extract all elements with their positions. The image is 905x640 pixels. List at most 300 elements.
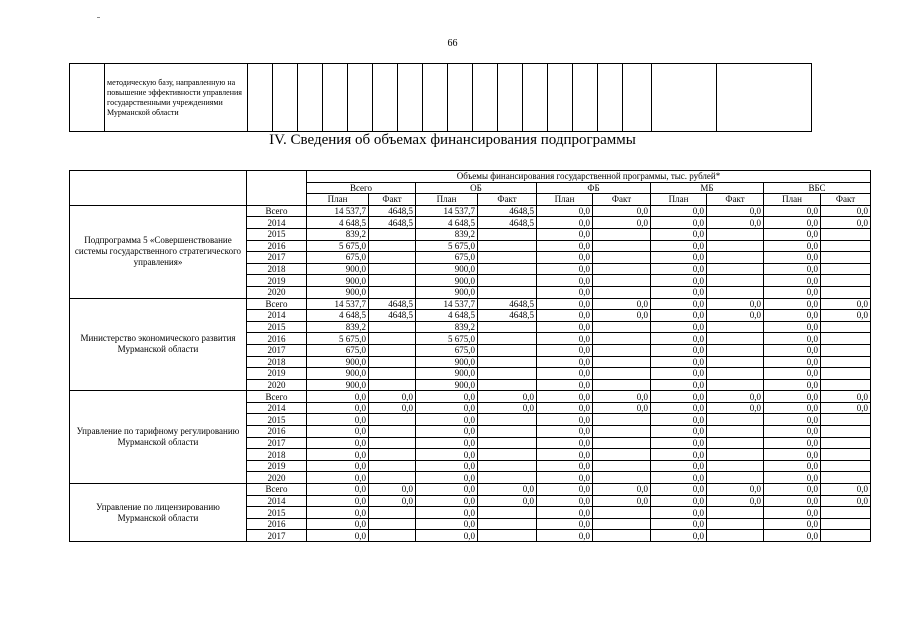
value-cell xyxy=(369,414,416,426)
value-cell xyxy=(593,263,651,275)
value-cell: 4 648,5 xyxy=(307,217,369,229)
value-cell: 0,0 xyxy=(651,252,707,264)
value-cell: 0,0 xyxy=(764,495,821,507)
blank-cell xyxy=(398,64,423,132)
value-cell xyxy=(478,437,537,449)
value-cell xyxy=(707,449,764,461)
value-cell: 0,0 xyxy=(593,205,651,217)
blank-cell xyxy=(373,64,398,132)
value-cell: 0,0 xyxy=(651,263,707,275)
value-cell: 0,0 xyxy=(537,379,593,391)
value-cell: 900,0 xyxy=(416,263,478,275)
year-cell: 2014 xyxy=(247,310,307,322)
value-cell: 0,0 xyxy=(416,484,478,496)
value-cell: 0,0 xyxy=(307,460,369,472)
value-cell: 0,0 xyxy=(821,205,871,217)
value-cell: 0,0 xyxy=(537,310,593,322)
year-cell: 2017 xyxy=(247,252,307,264)
value-cell: 0,0 xyxy=(478,391,537,403)
header-plan: План xyxy=(651,194,707,206)
value-cell: 0,0 xyxy=(651,426,707,438)
blank-cell xyxy=(248,64,273,132)
value-cell: 0,0 xyxy=(764,391,821,403)
value-cell: 0,0 xyxy=(537,356,593,368)
value-cell: 0,0 xyxy=(537,518,593,530)
value-cell: 0,0 xyxy=(416,460,478,472)
header-fact: Факт xyxy=(707,194,764,206)
value-cell: 0,0 xyxy=(651,275,707,287)
value-cell xyxy=(369,344,416,356)
value-cell: 839,2 xyxy=(416,321,478,333)
value-cell: 0,0 xyxy=(307,414,369,426)
value-cell: 0,0 xyxy=(651,344,707,356)
value-cell: 0,0 xyxy=(764,252,821,264)
value-cell xyxy=(707,518,764,530)
value-cell: 0,0 xyxy=(537,286,593,298)
value-cell: 0,0 xyxy=(651,310,707,322)
value-cell: 0,0 xyxy=(307,495,369,507)
value-cell: 0,0 xyxy=(707,391,764,403)
value-cell xyxy=(478,333,537,345)
value-cell xyxy=(707,460,764,472)
value-cell: 0,0 xyxy=(307,530,369,542)
value-cell: 900,0 xyxy=(416,368,478,380)
header-financing-title: Объемы финансирования государственной программы, тыс. рублей* xyxy=(307,171,871,183)
value-cell: 900,0 xyxy=(416,275,478,287)
value-cell: 0,0 xyxy=(707,298,764,310)
value-cell: 0,0 xyxy=(651,449,707,461)
value-cell xyxy=(369,368,416,380)
value-cell: 0,0 xyxy=(593,495,651,507)
value-cell xyxy=(821,356,871,368)
value-cell: 0,0 xyxy=(478,402,537,414)
value-cell: 0,0 xyxy=(537,472,593,484)
value-cell xyxy=(593,518,651,530)
value-cell xyxy=(593,333,651,345)
blank-cell xyxy=(448,64,473,132)
value-cell: 900,0 xyxy=(307,275,369,287)
value-cell: 0,0 xyxy=(537,437,593,449)
year-cell: 2014 xyxy=(247,402,307,414)
value-cell: 0,0 xyxy=(651,333,707,345)
year-cell: 2016 xyxy=(247,240,307,252)
value-cell: 0,0 xyxy=(537,426,593,438)
value-cell: 0,0 xyxy=(821,402,871,414)
value-cell: 0,0 xyxy=(764,217,821,229)
value-cell xyxy=(593,321,651,333)
header-blank xyxy=(247,171,307,206)
value-cell xyxy=(478,507,537,519)
blank-cell xyxy=(598,64,623,132)
value-cell: 0,0 xyxy=(651,368,707,380)
value-cell: 0,0 xyxy=(651,205,707,217)
value-cell: 0,0 xyxy=(537,263,593,275)
header-row xyxy=(70,171,871,183)
year-cell: 2016 xyxy=(247,426,307,438)
value-cell xyxy=(593,507,651,519)
year-cell: Всего xyxy=(247,205,307,217)
value-cell: 5 675,0 xyxy=(307,333,369,345)
value-cell: 4648,5 xyxy=(478,205,537,217)
blank-cell xyxy=(348,64,373,132)
value-cell: 0,0 xyxy=(537,205,593,217)
value-cell xyxy=(821,368,871,380)
header-plan: План xyxy=(764,194,821,206)
value-cell: 0,0 xyxy=(821,217,871,229)
value-cell: 0,0 xyxy=(651,356,707,368)
blank-cell xyxy=(623,64,652,132)
value-cell: 0,0 xyxy=(307,507,369,519)
value-cell: 0,0 xyxy=(764,321,821,333)
table-row xyxy=(70,484,871,496)
value-cell xyxy=(369,449,416,461)
value-cell: 0,0 xyxy=(821,310,871,322)
value-cell: 675,0 xyxy=(307,252,369,264)
value-cell: 0,0 xyxy=(593,484,651,496)
blank-cell xyxy=(498,64,523,132)
value-cell xyxy=(593,414,651,426)
value-cell xyxy=(369,275,416,287)
value-cell: 900,0 xyxy=(307,379,369,391)
year-cell: 2016 xyxy=(247,518,307,530)
value-cell: 0,0 xyxy=(651,484,707,496)
value-cell: 0,0 xyxy=(821,495,871,507)
value-cell: 0,0 xyxy=(707,205,764,217)
value-cell: 0,0 xyxy=(764,333,821,345)
top-continuation-table xyxy=(69,63,812,132)
value-cell: 0,0 xyxy=(537,240,593,252)
value-cell xyxy=(707,286,764,298)
value-cell: 839,2 xyxy=(416,228,478,240)
row-description: методическую базу, направленную на повышение эффективности управления государственными учреждениями Мурманской области xyxy=(105,64,248,132)
value-cell xyxy=(478,321,537,333)
value-cell: 839,2 xyxy=(307,228,369,240)
value-cell: 0,0 xyxy=(416,437,478,449)
value-cell xyxy=(478,449,537,461)
value-cell xyxy=(821,437,871,449)
value-cell xyxy=(707,240,764,252)
value-cell: 0,0 xyxy=(416,414,478,426)
value-cell: 0,0 xyxy=(537,252,593,264)
value-cell xyxy=(707,426,764,438)
block-label: Управление по лицензированию Мурманской области xyxy=(70,484,247,542)
value-cell: 0,0 xyxy=(764,460,821,472)
blank-cell xyxy=(717,64,812,132)
value-cell: 0,0 xyxy=(307,402,369,414)
value-cell: 4648,5 xyxy=(369,310,416,322)
year-cell: 2019 xyxy=(247,460,307,472)
value-cell: 0,0 xyxy=(537,228,593,240)
value-cell xyxy=(593,275,651,287)
value-cell: 0,0 xyxy=(416,530,478,542)
value-cell xyxy=(369,530,416,542)
value-cell xyxy=(369,518,416,530)
value-cell xyxy=(707,252,764,264)
value-cell: 0,0 xyxy=(707,402,764,414)
value-cell xyxy=(593,426,651,438)
value-cell: 900,0 xyxy=(416,356,478,368)
value-cell xyxy=(478,368,537,380)
value-cell xyxy=(369,263,416,275)
value-cell: 4648,5 xyxy=(478,217,537,229)
value-cell xyxy=(593,344,651,356)
value-cell xyxy=(478,414,537,426)
value-cell: 900,0 xyxy=(307,368,369,380)
value-cell: 675,0 xyxy=(307,344,369,356)
header-fact: Факт xyxy=(593,194,651,206)
value-cell: 14 537,7 xyxy=(307,205,369,217)
value-cell xyxy=(707,414,764,426)
value-cell xyxy=(821,286,871,298)
value-cell xyxy=(707,437,764,449)
year-cell: 2020 xyxy=(247,286,307,298)
year-cell: Всего xyxy=(247,298,307,310)
year-cell: 2015 xyxy=(247,507,307,519)
value-cell xyxy=(593,449,651,461)
value-cell xyxy=(478,530,537,542)
block-label: Управление по тарифному регулированию Мурманской области xyxy=(70,391,247,484)
header-blank xyxy=(70,171,247,206)
header-plan: План xyxy=(537,194,593,206)
value-cell: 0,0 xyxy=(537,344,593,356)
value-cell: 0,0 xyxy=(537,484,593,496)
blank-cell xyxy=(573,64,598,132)
year-cell: 2020 xyxy=(247,472,307,484)
value-cell xyxy=(478,275,537,287)
value-cell: 900,0 xyxy=(416,379,478,391)
year-cell: 2017 xyxy=(247,344,307,356)
value-cell xyxy=(593,228,651,240)
value-cell xyxy=(369,240,416,252)
value-cell: 0,0 xyxy=(764,437,821,449)
value-cell: 0,0 xyxy=(651,298,707,310)
value-cell xyxy=(478,240,537,252)
year-cell: Всего xyxy=(247,484,307,496)
value-cell: 0,0 xyxy=(478,495,537,507)
value-cell: 0,0 xyxy=(651,240,707,252)
value-cell: 0,0 xyxy=(651,414,707,426)
value-cell: 0,0 xyxy=(593,402,651,414)
value-cell xyxy=(369,228,416,240)
value-cell xyxy=(707,507,764,519)
value-cell xyxy=(821,252,871,264)
header-fact: Факт xyxy=(821,194,871,206)
value-cell xyxy=(478,426,537,438)
scan-speck xyxy=(97,17,100,18)
value-cell xyxy=(369,379,416,391)
year-cell: 2015 xyxy=(247,228,307,240)
value-cell xyxy=(478,344,537,356)
value-cell: 0,0 xyxy=(416,472,478,484)
value-cell: 5 675,0 xyxy=(416,333,478,345)
header-group: ОБ xyxy=(416,182,537,194)
page-number: 66 xyxy=(447,38,458,49)
value-cell: 0,0 xyxy=(537,391,593,403)
value-cell: 0,0 xyxy=(821,391,871,403)
value-cell: 839,2 xyxy=(307,321,369,333)
value-cell: 0,0 xyxy=(764,356,821,368)
value-cell: 0,0 xyxy=(307,391,369,403)
value-cell: 0,0 xyxy=(537,402,593,414)
value-cell xyxy=(821,321,871,333)
value-cell: 0,0 xyxy=(307,484,369,496)
value-cell: 0,0 xyxy=(764,205,821,217)
blank-cell xyxy=(548,64,573,132)
blank-cell xyxy=(652,64,717,132)
value-cell xyxy=(821,507,871,519)
header-group: МБ xyxy=(651,182,764,194)
table-row xyxy=(70,391,871,403)
blank-cell xyxy=(273,64,298,132)
value-cell: 0,0 xyxy=(307,426,369,438)
value-cell: 0,0 xyxy=(416,402,478,414)
value-cell: 0,0 xyxy=(593,310,651,322)
value-cell: 0,0 xyxy=(307,518,369,530)
year-cell: 2015 xyxy=(247,414,307,426)
value-cell: 0,0 xyxy=(537,275,593,287)
value-cell: 0,0 xyxy=(478,484,537,496)
value-cell xyxy=(593,286,651,298)
value-cell xyxy=(478,356,537,368)
header-plan: План xyxy=(307,194,369,206)
value-cell: 0,0 xyxy=(764,379,821,391)
value-cell xyxy=(593,379,651,391)
year-cell: 2020 xyxy=(247,379,307,391)
continuation-row xyxy=(70,64,812,132)
value-cell: 0,0 xyxy=(764,449,821,461)
table-row xyxy=(70,298,871,310)
value-cell xyxy=(478,472,537,484)
header-fact: Факт xyxy=(478,194,537,206)
value-cell: 0,0 xyxy=(651,286,707,298)
value-cell: 0,0 xyxy=(369,484,416,496)
value-cell: 900,0 xyxy=(416,286,478,298)
value-cell xyxy=(821,275,871,287)
value-cell: 0,0 xyxy=(369,495,416,507)
header-plan: План xyxy=(416,194,478,206)
value-cell xyxy=(593,437,651,449)
year-cell: Всего xyxy=(247,391,307,403)
value-cell: 0,0 xyxy=(821,484,871,496)
header-group: ВБС xyxy=(764,182,871,194)
table-row xyxy=(70,205,871,217)
value-cell: 0,0 xyxy=(764,344,821,356)
value-cell xyxy=(478,252,537,264)
value-cell: 0,0 xyxy=(537,530,593,542)
value-cell xyxy=(707,530,764,542)
value-cell: 0,0 xyxy=(764,368,821,380)
value-cell: 0,0 xyxy=(369,391,416,403)
value-cell xyxy=(593,460,651,472)
value-cell: 0,0 xyxy=(537,368,593,380)
value-cell: 900,0 xyxy=(307,263,369,275)
value-cell: 0,0 xyxy=(764,518,821,530)
value-cell: 4648,5 xyxy=(369,217,416,229)
value-cell: 0,0 xyxy=(764,484,821,496)
value-cell xyxy=(707,368,764,380)
value-cell: 0,0 xyxy=(707,495,764,507)
value-cell: 0,0 xyxy=(537,460,593,472)
value-cell: 0,0 xyxy=(537,298,593,310)
year-cell: 2014 xyxy=(247,217,307,229)
value-cell: 0,0 xyxy=(764,298,821,310)
value-cell xyxy=(478,228,537,240)
year-cell: 2014 xyxy=(247,495,307,507)
value-cell: 4 648,5 xyxy=(416,217,478,229)
value-cell: 0,0 xyxy=(307,449,369,461)
value-cell xyxy=(593,530,651,542)
value-cell xyxy=(707,321,764,333)
header-group: Всего xyxy=(307,182,416,194)
value-cell: 0,0 xyxy=(416,426,478,438)
value-cell xyxy=(707,344,764,356)
value-cell: 0,0 xyxy=(537,507,593,519)
value-cell xyxy=(821,460,871,472)
year-cell: 2018 xyxy=(247,356,307,368)
value-cell xyxy=(821,414,871,426)
value-cell: 0,0 xyxy=(764,507,821,519)
value-cell: 0,0 xyxy=(651,402,707,414)
block-label: Министерство экономического развития Мурманской области xyxy=(70,298,247,391)
value-cell xyxy=(369,321,416,333)
value-cell: 4 648,5 xyxy=(416,310,478,322)
value-cell xyxy=(369,286,416,298)
value-cell: 0,0 xyxy=(821,298,871,310)
value-cell xyxy=(821,228,871,240)
value-cell: 0,0 xyxy=(764,286,821,298)
value-cell: 0,0 xyxy=(593,298,651,310)
value-cell: 4648,5 xyxy=(369,298,416,310)
year-cell: 2019 xyxy=(247,275,307,287)
value-cell: 0,0 xyxy=(707,310,764,322)
value-cell: 0,0 xyxy=(651,321,707,333)
value-cell: 0,0 xyxy=(369,402,416,414)
value-cell: 0,0 xyxy=(651,530,707,542)
value-cell: 0,0 xyxy=(707,217,764,229)
value-cell xyxy=(707,263,764,275)
value-cell: 0,0 xyxy=(593,217,651,229)
value-cell xyxy=(369,426,416,438)
value-cell xyxy=(478,379,537,391)
value-cell xyxy=(478,460,537,472)
value-cell: 0,0 xyxy=(764,530,821,542)
value-cell: 0,0 xyxy=(764,426,821,438)
value-cell: 0,0 xyxy=(537,414,593,426)
value-cell: 0,0 xyxy=(537,495,593,507)
value-cell xyxy=(821,518,871,530)
value-cell xyxy=(369,460,416,472)
value-cell xyxy=(821,333,871,345)
value-cell xyxy=(478,263,537,275)
blank-cell xyxy=(473,64,498,132)
value-cell: 900,0 xyxy=(307,286,369,298)
value-cell: 0,0 xyxy=(537,333,593,345)
value-cell: 0,0 xyxy=(651,472,707,484)
value-cell xyxy=(593,356,651,368)
value-cell xyxy=(369,507,416,519)
value-cell xyxy=(369,252,416,264)
value-cell: 0,0 xyxy=(307,437,369,449)
value-cell xyxy=(593,240,651,252)
section-heading: IV. Сведения об объемах финансирования подпрограммы xyxy=(269,132,636,148)
year-cell: 2017 xyxy=(247,530,307,542)
value-cell: 5 675,0 xyxy=(307,240,369,252)
year-cell: 2017 xyxy=(247,437,307,449)
value-cell: 0,0 xyxy=(416,507,478,519)
value-cell: 675,0 xyxy=(416,344,478,356)
value-cell: 675,0 xyxy=(416,252,478,264)
value-cell xyxy=(821,263,871,275)
